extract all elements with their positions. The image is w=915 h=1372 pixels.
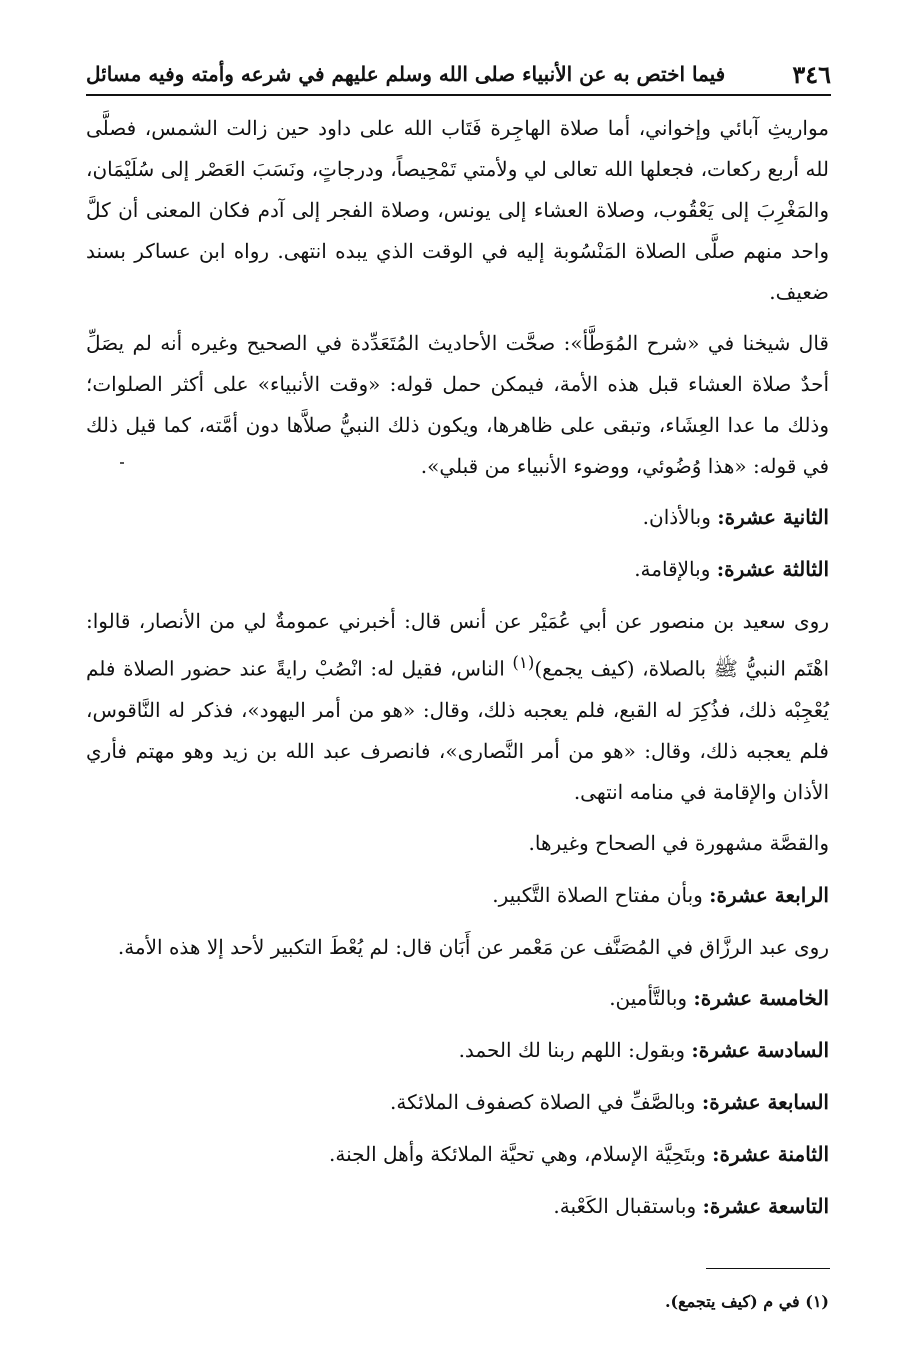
item-label: التاسعة عشرة:: [702, 1193, 829, 1218]
paragraph: مواريثِ آبائي وإخواني، أما صلاة الهاجِرة فَتَاب الله على داود حين زالت الشمس، فصلَّى لله أربع ركعات، فجعلها الله تعالى لي ولأمتي تَمْحِيصاً، ودرجاتٍ، ونَسَبَ العَصْر إلى سُلَيْمَان، والمَغْرِبَ إلى يَعْقُوب، وصلاة العشاء إلى يونس، وصلاة الفجر إلى آدم فكان المعنى أن كلَّ واحد منهم صلَّى الصلاة المَنْسُوبة إليه في الوقت الذي يبده انتهى. رواه ابن عساكر بسند ضعيف.: [86, 116, 829, 304]
item-text: وبالتَّأمين.: [609, 985, 694, 1010]
item-label: الثامنة عشرة:: [712, 1141, 829, 1166]
list-item: [86, 1186, 829, 1227]
item-text: وبالأذان.: [642, 505, 718, 529]
list-item: [86, 1134, 829, 1175]
item-label: السادسة عشرة:: [691, 1037, 829, 1062]
item-text: وبتَحِيَّة الإسلام، وهي تحيَّة الملائكة وأهل الجنة.: [329, 1141, 713, 1166]
item-label: السابعة عشرة:: [701, 1089, 829, 1114]
list-item: [86, 549, 829, 590]
list-item: [86, 875, 829, 916]
list-item: [86, 978, 829, 1019]
footnote-marker: (١): [512, 653, 535, 672]
item-text: وباستقبال الكَعْبة.: [553, 1193, 703, 1218]
list-item: [86, 1030, 829, 1071]
page-number: ٣٤٦: [792, 59, 831, 89]
running-title: فيما اختص به عن الأنبياء صلى الله وسلم عليهم في شرعه وأمته وفيه مسائل: [86, 62, 726, 86]
footnote-divider: [706, 1268, 830, 1269]
item-text: وبقول: اللهم ربنا لك الحمد.: [458, 1037, 692, 1062]
paragraph: والقصَّة مشهورة في الصحاح وغيرها.: [528, 830, 829, 855]
ink-speck: [120, 462, 124, 464]
page-header: [86, 54, 831, 96]
item-text: وبالإقامة.: [634, 557, 717, 581]
paragraph: قال شيخنا في «شرح المُوَطَّأ»: صحَّت الأحاديث المُتَعَدِّدة في الصحيح وغيره أنه لم يصَلِّ أحدٌ صلاة العشاء قبل هذه الأمة، فيمكن حمل قوله: «وقت الأنبياء» على أكثر الصلوات؛ وذلك ما عدا العِشَاء، وتبقى على ظاهرها، ويكون ذلك النبيُّ صلاَّها دون أمَّته، كما قيل ذلك في قوله: «هذا وُضُوئي، ووضوء الأنبياء من قبلي».: [86, 331, 829, 478]
item-label: الثالثة عشرة:: [716, 557, 829, 581]
item-text: وبأن مفتاح الصلاة التَّكبير.: [492, 882, 710, 907]
list-item: [86, 497, 829, 538]
paragraph: [86, 601, 829, 813]
item-label: الثانية عشرة:: [717, 505, 829, 529]
paragraph-text: روى سعيد بن منصور عن أبي عُمَيْر عن أنس قال: أخبرني عمومةٌ لي من الأنصار، قالوا: اهْتَم النبيُّ ﷺ بالصلاة، (كيف يجمع): [86, 609, 829, 681]
item-label: الرابعة عشرة:: [709, 882, 829, 907]
item-label: الخامسة عشرة:: [693, 985, 829, 1010]
footnote: (١) في م (كيف يتجمع).: [664, 1292, 829, 1311]
item-text: وبالصَّفِّ في الصلاة كصفوف الملائكة.: [390, 1089, 702, 1114]
list-item: [86, 1082, 829, 1123]
paragraph-text: الناس، فقيل له: انْصُبْ رايةً عند حضور الصلاة فلم يُعْجِبْه ذلك، فذُكِرَ له القبع، فلم يعجبه ذلك، وقال: «هو من أمر اليهود»، فذكر له النَّاقوس، فلم يعجبه ذلك، وقال: «هو من أمر النَّصارى»، فانصرف عبد الله بن زيد وهو مهتم فأري الأذان والإقامة في منامه انتهى.: [86, 656, 829, 804]
paragraph: روى عبد الرزَّاق في المُصَنَّف عن مَعْمر عن أَبَان قال: لم يُعْطَ التكبير لأحد إلا هذه الأمة.: [117, 934, 829, 959]
page-body: [86, 108, 829, 1238]
